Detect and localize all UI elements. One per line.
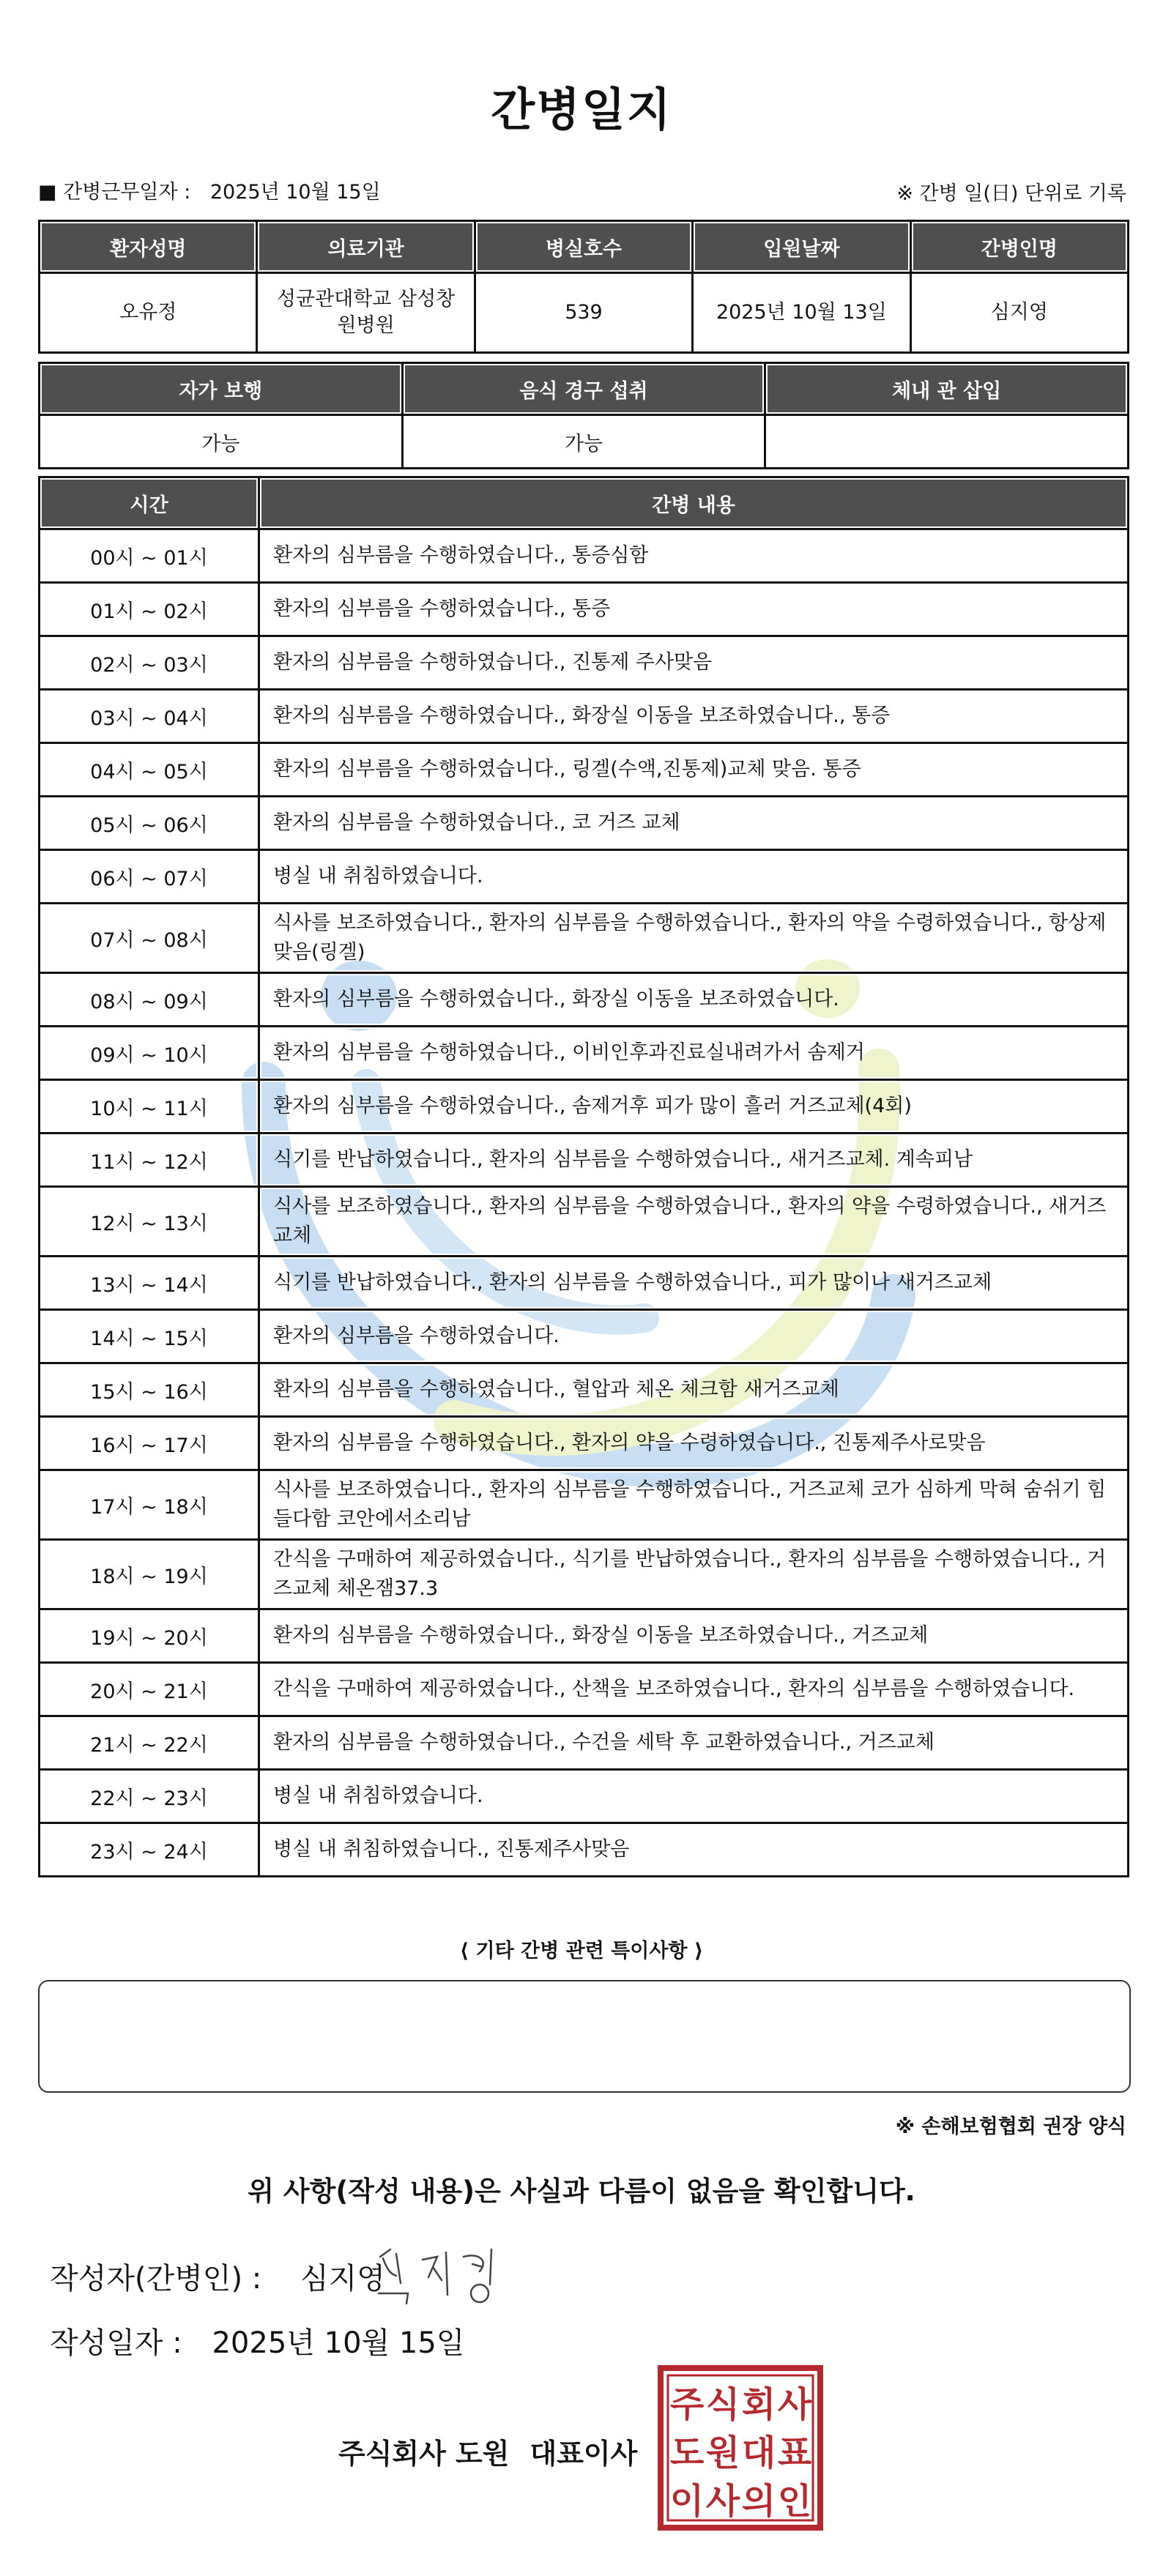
seal-char: 인 <box>777 2481 812 2522</box>
page-title: 간병일지 <box>491 83 672 136</box>
log-time: 10시 ~ 11시 <box>40 1080 259 1133</box>
source-note: ※ 손해보험협회 권장 양식 <box>895 2115 1126 2138</box>
log-content: 환자의 심부름을 수행하였습니다., 이비인후과진료실내려가서 솜제거 <box>259 1027 1129 1080</box>
status-value-row <box>40 415 1129 469</box>
handwritten-signature <box>370 2242 509 2308</box>
log-time: 16시 ~ 17시 <box>40 1417 259 1470</box>
write-date-value: 2025년 10월 15일 <box>212 2326 465 2360</box>
header-admission-date: 입원날짜 <box>693 221 910 273</box>
log-content: 병실 내 취침하였습니다. <box>259 850 1129 904</box>
writer-name: 심지영 <box>300 2262 385 2296</box>
oral-intake-value: 가능 <box>402 415 765 469</box>
header-room: 병실호수 <box>475 221 692 273</box>
write-date-label: 작성일자 : <box>50 2326 182 2360</box>
status-header-row <box>40 363 1129 415</box>
log-body <box>40 529 1129 1877</box>
log-row <box>40 1716 1129 1770</box>
log-row <box>40 1770 1129 1823</box>
log-header-row <box>40 477 1129 529</box>
seal-char: 사 <box>705 2481 740 2522</box>
log-time: 04시 ~ 05시 <box>40 743 259 797</box>
writer-label: 작성자(간병인) : <box>50 2262 262 2296</box>
log-content: 환자의 심부름을 수행하였습니다., 수건을 세탁 후 교환하였습니다., 거즈교체 <box>259 1716 1129 1770</box>
seal-char: 도 <box>669 2432 705 2473</box>
log-content: 간식을 구매하여 제공하였습니다., 식기를 반납하였습니다., 환자의 심부름을 수행하였습니다., 거즈교체 체온잼37.3 <box>259 1540 1129 1609</box>
log-content: 환자의 심부름을 수행하였습니다. <box>259 1310 1129 1363</box>
admission-date: 2025년 10월 13일 <box>693 273 910 353</box>
log-time: 06시 ~ 07시 <box>40 850 259 904</box>
log-row <box>40 850 1129 904</box>
header-caregiver: 간병인명 <box>910 221 1128 273</box>
log-time: 15시 ~ 16시 <box>40 1363 259 1417</box>
log-time: 11시 ~ 12시 <box>40 1133 259 1187</box>
patient-name: 오유정 <box>40 273 257 353</box>
daily-note: ※ 간병 일(日) 단위로 기록 <box>896 182 1126 205</box>
patient-header-row <box>40 221 1129 273</box>
patient-info-table <box>38 220 1129 354</box>
log-content: 환자의 심부름을 수행하였습니다., 화장실 이동을 보조하였습니다., 거즈교체 <box>259 1609 1129 1663</box>
seal-char: 대 <box>741 2432 776 2473</box>
hospital-name: 성균관대학교 삼성창원병원 <box>257 273 475 353</box>
header-oral-intake: 음식 경구 섭취 <box>402 363 765 415</box>
log-content: 환자의 심부름을 수행하였습니다., 화장실 이동을 보조하였습니다., 통증 <box>259 690 1129 743</box>
log-row <box>40 1257 1129 1310</box>
log-content: 환자의 심부름을 수행하였습니다., 링겔(수액,진통제)교체 맞음. 통증 <box>259 743 1129 797</box>
company-name: 주식회사 도원 <box>338 2438 510 2470</box>
log-time: 14시 ~ 15시 <box>40 1310 259 1363</box>
work-date <box>38 176 381 204</box>
log-row <box>40 743 1129 797</box>
log-content: 간식을 구매하여 제공하였습니다., 산책을 보조하였습니다., 환자의 심부름을 수행하였습니다. <box>259 1663 1129 1716</box>
seal-char: 사 <box>777 2384 812 2425</box>
log-time: 05시 ~ 06시 <box>40 797 259 850</box>
seal-char: 의 <box>741 2481 776 2522</box>
log-row <box>40 1363 1129 1417</box>
log-content: 식기를 반납하였습니다., 환자의 심부름을 수행하였습니다., 새거즈교체. 계속피남 <box>259 1133 1129 1187</box>
company-title: 대표이사 <box>530 2438 638 2470</box>
seal-char: 표 <box>777 2432 812 2473</box>
log-content: 병실 내 취침하였습니다. <box>259 1770 1129 1823</box>
care-log-table <box>38 476 1129 1877</box>
confirm-statement: 위 사항(작성 내용)은 사실과 다름이 없음을 확인합니다. <box>248 2175 915 2207</box>
header-content: 간병 내용 <box>259 477 1129 529</box>
log-time: 18시 ~ 19시 <box>40 1540 259 1609</box>
company-seal <box>658 2365 823 2531</box>
header-patient-name: 환자성명 <box>40 221 257 273</box>
log-time: 23시 ~ 24시 <box>40 1823 259 1877</box>
log-row <box>40 1080 1129 1133</box>
log-time: 07시 ~ 08시 <box>40 904 259 973</box>
log-row <box>40 1133 1129 1187</box>
log-row <box>40 583 1129 636</box>
seal-char: 회 <box>741 2384 776 2425</box>
log-time: 13시 ~ 14시 <box>40 1257 259 1310</box>
log-row <box>40 797 1129 850</box>
log-row <box>40 973 1129 1027</box>
log-content: 환자의 심부름을 수행하였습니다., 혈압과 체온 체크함 새거즈교체 <box>259 1363 1129 1417</box>
log-time: 20시 ~ 21시 <box>40 1663 259 1716</box>
header-time: 시간 <box>40 477 259 529</box>
log-time: 00시 ~ 01시 <box>40 529 259 583</box>
company-line <box>338 2431 637 2471</box>
log-content: 환자의 심부름을 수행하였습니다., 통증심함 <box>259 529 1129 583</box>
log-time: 21시 ~ 22시 <box>40 1716 259 1770</box>
writer-line <box>50 2255 385 2297</box>
write-date-line <box>50 2320 464 2361</box>
tube-value <box>765 415 1129 469</box>
log-row <box>40 1540 1129 1609</box>
header-walking: 자가 보행 <box>40 363 403 415</box>
notes-title: ⟨ 기타 간병 관련 특이사항 ⟩ <box>459 1940 704 1962</box>
log-time: 02시 ~ 03시 <box>40 636 259 690</box>
log-content: 식사를 보조하였습니다., 환자의 심부름을 수행하였습니다., 거즈교체 코가 심하게 막혀 숨쉬기 힘들다함 코안에서소리남 <box>259 1470 1129 1540</box>
log-row <box>40 1823 1129 1877</box>
log-row <box>40 636 1129 690</box>
log-time: 09시 ~ 10시 <box>40 1027 259 1080</box>
log-time: 19시 ~ 20시 <box>40 1609 259 1663</box>
log-row <box>40 1663 1129 1716</box>
header-tube: 체내 관 삽입 <box>765 363 1129 415</box>
log-content: 환자의 심부름을 수행하였습니다., 솜제거후 피가 많이 흘러 거즈교체(4회) <box>259 1080 1129 1133</box>
log-content: 환자의 심부름을 수행하였습니다., 환자의 약을 수령하였습니다., 진통제주사로맞음 <box>259 1417 1129 1470</box>
log-row <box>40 1027 1129 1080</box>
patient-value-row <box>40 273 1129 353</box>
log-content: 병실 내 취침하였습니다., 진통제주사맞음 <box>259 1823 1129 1877</box>
log-content: 식사를 보조하였습니다., 환자의 심부름을 수행하였습니다., 환자의 약을 수령하였습니다., 항상제 맞음(링겔) <box>259 904 1129 973</box>
header-hospital: 의료기관 <box>257 221 475 273</box>
log-time: 01시 ~ 02시 <box>40 583 259 636</box>
work-date-value: 2025년 10월 15일 <box>209 181 381 204</box>
log-row <box>40 1417 1129 1470</box>
log-row <box>40 1310 1129 1363</box>
log-content: 식사를 보조하였습니다., 환자의 심부름을 수행하였습니다., 환자의 약을 수령하였습니다., 새거즈교체 <box>259 1187 1129 1257</box>
seal-char: 원 <box>705 2432 740 2473</box>
room-number: 539 <box>475 273 692 353</box>
patient-status-table <box>38 362 1129 469</box>
notes-box <box>38 1980 1131 2093</box>
log-row <box>40 1187 1129 1257</box>
log-time: 17시 ~ 18시 <box>40 1470 259 1540</box>
log-row <box>40 904 1129 973</box>
caregiver-name: 심지영 <box>910 273 1128 353</box>
seal-char: 주 <box>669 2384 705 2425</box>
log-time: 03시 ~ 04시 <box>40 690 259 743</box>
log-content: 환자의 심부름을 수행하였습니다., 코 거즈 교체 <box>259 797 1129 850</box>
log-time: 08시 ~ 09시 <box>40 973 259 1027</box>
log-content: 식기를 반납하였습니다., 환자의 심부름을 수행하였습니다., 피가 많이나 새거즈교체 <box>259 1257 1129 1310</box>
log-time: 12시 ~ 13시 <box>40 1187 259 1257</box>
log-time: 22시 ~ 23시 <box>40 1770 259 1823</box>
log-row <box>40 1609 1129 1663</box>
seal-char: 이 <box>669 2481 705 2522</box>
work-date-label: ■ 간병근무일자 : <box>38 181 191 204</box>
log-content: 환자의 심부름을 수행하였습니다., 진통제 주사맞음 <box>259 636 1129 690</box>
log-row <box>40 690 1129 743</box>
log-row <box>40 1470 1129 1540</box>
log-content: 환자의 심부름을 수행하였습니다., 화장실 이동을 보조하였습니다. <box>259 973 1129 1027</box>
log-row <box>40 529 1129 583</box>
walking-value: 가능 <box>40 415 403 469</box>
log-content: 환자의 심부름을 수행하였습니다., 통증 <box>259 583 1129 636</box>
seal-char: 식 <box>705 2384 740 2425</box>
